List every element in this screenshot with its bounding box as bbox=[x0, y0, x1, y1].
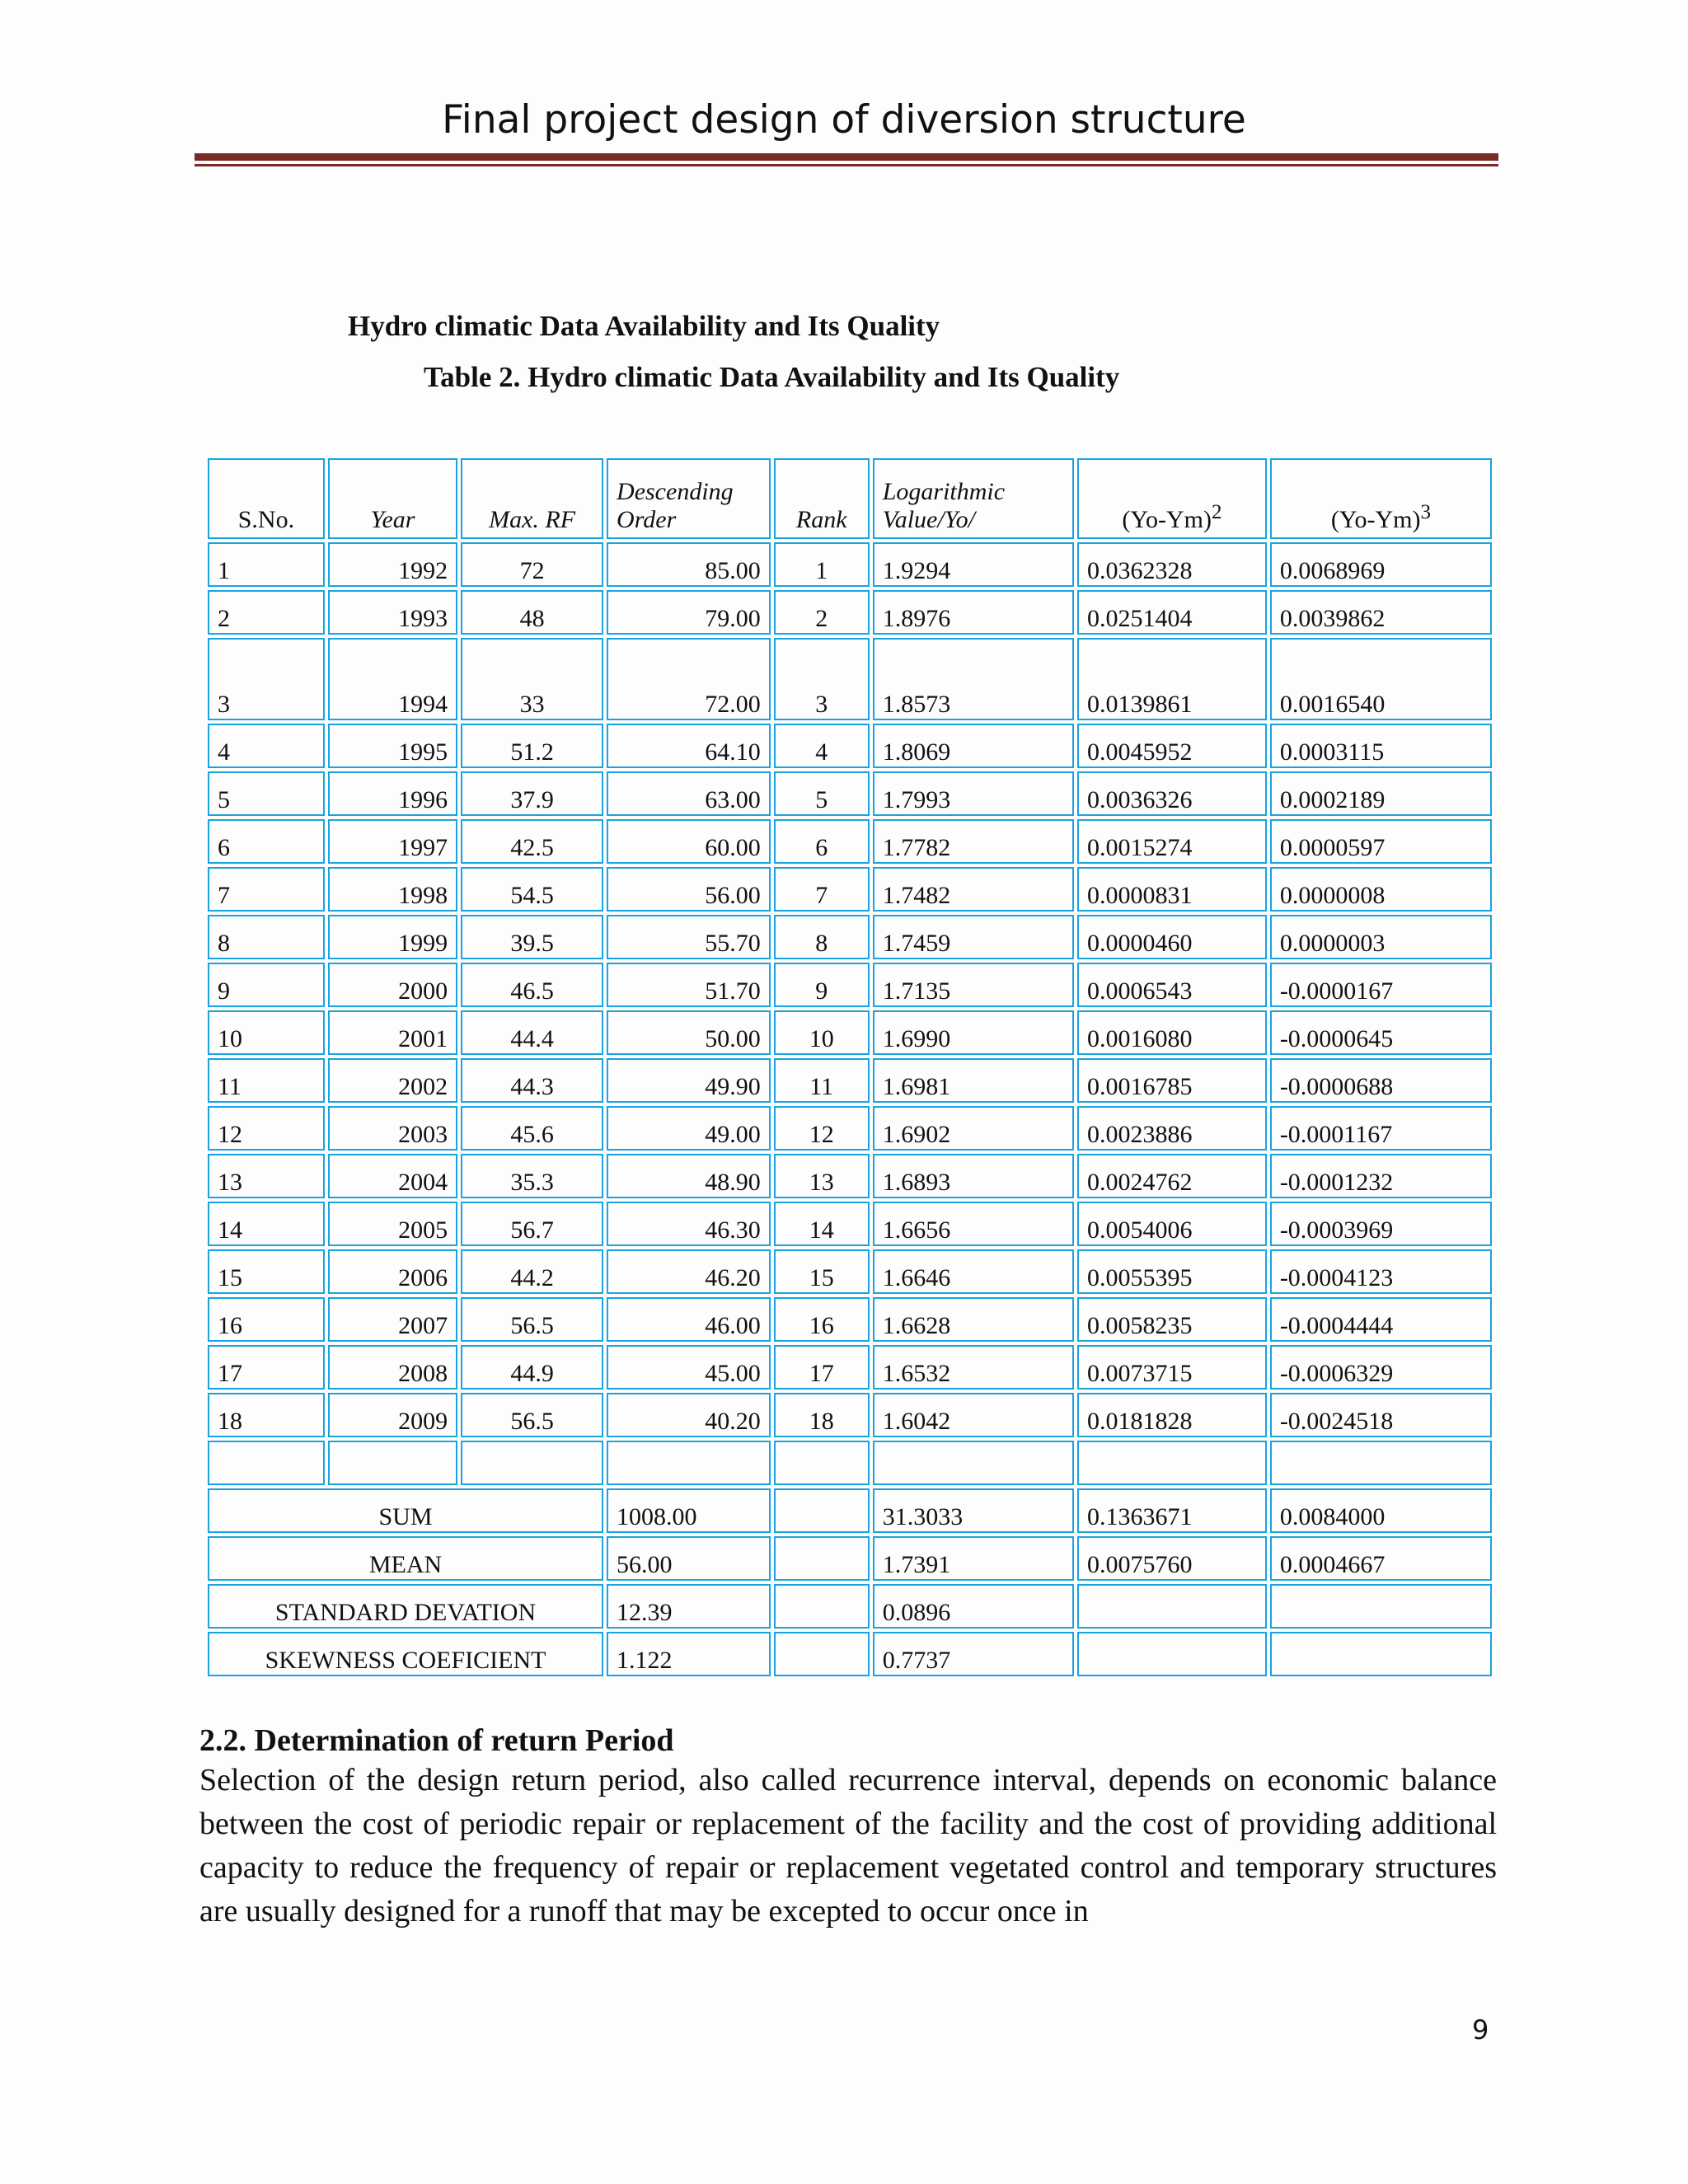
table-row bbox=[208, 963, 1492, 1007]
table-cell: 7 bbox=[208, 867, 325, 912]
summary-sq-value bbox=[1077, 1632, 1267, 1676]
table-cell: 46.5 bbox=[461, 963, 603, 1007]
table-cell: 1996 bbox=[328, 771, 457, 816]
table-cell: 44.4 bbox=[461, 1010, 603, 1055]
table-row bbox=[208, 1058, 1492, 1103]
table-cell: 46.00 bbox=[607, 1297, 771, 1342]
table-cell: 1.8069 bbox=[873, 724, 1074, 768]
table-cell: 2005 bbox=[328, 1202, 457, 1246]
table-row bbox=[208, 590, 1492, 635]
summary-row bbox=[208, 1632, 1492, 1676]
summary-desc-value: 1008.00 bbox=[607, 1488, 771, 1533]
table-cell: -0.0000645 bbox=[1270, 1010, 1492, 1055]
table-cell: 1997 bbox=[328, 819, 457, 864]
table-cell: 0.0000597 bbox=[1270, 819, 1492, 864]
table-cell: 1.6893 bbox=[873, 1154, 1074, 1198]
table-cell: 1.7993 bbox=[873, 771, 1074, 816]
table-cell: 14 bbox=[208, 1202, 325, 1246]
table-cell: 2004 bbox=[328, 1154, 457, 1198]
table-cell: 2 bbox=[774, 590, 870, 635]
table-cell: 45.6 bbox=[461, 1106, 603, 1151]
summary-log-value: 0.0896 bbox=[873, 1584, 1074, 1629]
table-cell: 13 bbox=[774, 1154, 870, 1198]
header-yo-ym-squared: $(Yo-Ym)^2$ bbox=[1077, 458, 1267, 539]
table-row bbox=[208, 867, 1492, 912]
table-cell: 18 bbox=[774, 1393, 870, 1437]
table-cell: 2 bbox=[208, 590, 325, 635]
header-rank: Rank bbox=[774, 458, 870, 539]
summary-rank-empty bbox=[774, 1632, 870, 1676]
table-body bbox=[208, 542, 1492, 1485]
table-row-empty bbox=[208, 1441, 1492, 1485]
table-cell: 56.00 bbox=[607, 867, 771, 912]
table-cell: 1.7782 bbox=[873, 819, 1074, 864]
summary-label: SUM bbox=[208, 1488, 603, 1533]
summary-log-value: 0.7737 bbox=[873, 1632, 1074, 1676]
summary-label: SKEWNESS COEFICIENT bbox=[208, 1632, 603, 1676]
table-row bbox=[208, 542, 1492, 587]
table-cell: 1.6990 bbox=[873, 1010, 1074, 1055]
table-cell: 0.0016540 bbox=[1270, 638, 1492, 720]
table-cell-empty bbox=[1077, 1441, 1267, 1485]
table-cell: 85.00 bbox=[607, 542, 771, 587]
table-cell: 55.70 bbox=[607, 915, 771, 959]
table-cell: 18 bbox=[208, 1393, 325, 1437]
table-cell: 16 bbox=[208, 1297, 325, 1342]
header-yo-ym-cubed: $(Yo-Ym)^3$ bbox=[1270, 458, 1492, 539]
table-row bbox=[208, 638, 1492, 720]
table-cell: 0.0181828 bbox=[1077, 1393, 1267, 1437]
table-cell: -0.0003969 bbox=[1270, 1202, 1492, 1246]
table-row bbox=[208, 1249, 1492, 1294]
table-cell: 6 bbox=[208, 819, 325, 864]
table-cell: 51.2 bbox=[461, 724, 603, 768]
table-cell: 0.0016080 bbox=[1077, 1010, 1267, 1055]
table-cell: 49.90 bbox=[607, 1058, 771, 1103]
table-cell: -0.0001232 bbox=[1270, 1154, 1492, 1198]
summary-sq-value: 0.0075760 bbox=[1077, 1536, 1267, 1581]
header-rule-thin bbox=[195, 164, 1498, 166]
table-cell: 45.00 bbox=[607, 1345, 771, 1390]
table-cell: 64.10 bbox=[607, 724, 771, 768]
table-cell: 1995 bbox=[328, 724, 457, 768]
header-max-rf: Max. RF bbox=[461, 458, 603, 539]
summary-desc-value: 1.122 bbox=[607, 1632, 771, 1676]
table-cell: 9 bbox=[208, 963, 325, 1007]
table-cell-empty bbox=[328, 1441, 457, 1485]
table-cell: 0.0039862 bbox=[1270, 590, 1492, 635]
summary-label: STANDARD DEVATION bbox=[208, 1584, 603, 1629]
table-cell: 0.0055395 bbox=[1077, 1249, 1267, 1294]
table-cell: 49.00 bbox=[607, 1106, 771, 1151]
table-cell: 0.0000003 bbox=[1270, 915, 1492, 959]
table-cell: 33 bbox=[461, 638, 603, 720]
summary-cu-value bbox=[1270, 1632, 1492, 1676]
table-cell: 0.0000008 bbox=[1270, 867, 1492, 912]
table-cell: 44.2 bbox=[461, 1249, 603, 1294]
summary-rank-empty bbox=[774, 1584, 870, 1629]
table-cell: 1999 bbox=[328, 915, 457, 959]
summary-row bbox=[208, 1584, 1492, 1629]
summary-row bbox=[208, 1536, 1492, 1581]
table-cell: 1993 bbox=[328, 590, 457, 635]
table-cell: 0.0058235 bbox=[1077, 1297, 1267, 1342]
table-cell: 0.0073715 bbox=[1077, 1345, 1267, 1390]
table-cell: -0.0000688 bbox=[1270, 1058, 1492, 1103]
table-cell: 46.30 bbox=[607, 1202, 771, 1246]
table-cell: 13 bbox=[208, 1154, 325, 1198]
table-cell: 2001 bbox=[328, 1010, 457, 1055]
table-row bbox=[208, 1154, 1492, 1198]
section-title: 2.2. Determination of return Period bbox=[199, 1723, 674, 1758]
table-row bbox=[208, 1106, 1492, 1151]
table-cell: 1 bbox=[774, 542, 870, 587]
table-header-row bbox=[208, 458, 1492, 539]
table-cell: 44.9 bbox=[461, 1345, 603, 1390]
table-cell: 16 bbox=[774, 1297, 870, 1342]
table-cell: 1994 bbox=[328, 638, 457, 720]
table-cell: 51.70 bbox=[607, 963, 771, 1007]
table-cell: -0.0024518 bbox=[1270, 1393, 1492, 1437]
table-cell: 1992 bbox=[328, 542, 457, 587]
table-cell: 37.9 bbox=[461, 771, 603, 816]
table-cell: -0.0004123 bbox=[1270, 1249, 1492, 1294]
table-cell: 12 bbox=[208, 1106, 325, 1151]
page-number: 9 bbox=[1472, 2014, 1489, 2046]
table-cell: 10 bbox=[774, 1010, 870, 1055]
table-cell: 3 bbox=[208, 638, 325, 720]
table-cell: 1.6902 bbox=[873, 1106, 1074, 1151]
table-cell-empty bbox=[208, 1441, 325, 1485]
table-cell: -0.0004444 bbox=[1270, 1297, 1492, 1342]
table-cell: 0.0139861 bbox=[1077, 638, 1267, 720]
table-cell: 12 bbox=[774, 1106, 870, 1151]
table-cell: 10 bbox=[208, 1010, 325, 1055]
table-cell: 44.3 bbox=[461, 1058, 603, 1103]
table-cell-empty bbox=[607, 1441, 771, 1485]
page-header-title: Final project design of diversion structure bbox=[442, 97, 1246, 143]
table-cell: 5 bbox=[208, 771, 325, 816]
table-cell: 11 bbox=[208, 1058, 325, 1103]
table-cell: 56.5 bbox=[461, 1393, 603, 1437]
table-cell: 11 bbox=[774, 1058, 870, 1103]
table-cell: 42.5 bbox=[461, 819, 603, 864]
data-table bbox=[204, 455, 1495, 1680]
summary-row bbox=[208, 1488, 1492, 1533]
section-heading: Hydro climatic Data Availability and Its Quality bbox=[348, 310, 940, 342]
table-cell: 0.0054006 bbox=[1077, 1202, 1267, 1246]
table-cell: 60.00 bbox=[607, 819, 771, 864]
summary-cu-value: 0.0084000 bbox=[1270, 1488, 1492, 1533]
table-cell: -0.0006329 bbox=[1270, 1345, 1492, 1390]
table-cell: 50.00 bbox=[607, 1010, 771, 1055]
table-cell: 2003 bbox=[328, 1106, 457, 1151]
summary-sq-value: 0.1363671 bbox=[1077, 1488, 1267, 1533]
table-cell: 14 bbox=[774, 1202, 870, 1246]
table-cell: 0.0006543 bbox=[1077, 963, 1267, 1007]
summary-cu-value bbox=[1270, 1584, 1492, 1629]
table-cell: 8 bbox=[208, 915, 325, 959]
table-cell: 2008 bbox=[328, 1345, 457, 1390]
table-cell: 72 bbox=[461, 542, 603, 587]
table-cell: 0.0024762 bbox=[1077, 1154, 1267, 1198]
table-cell: 48.90 bbox=[607, 1154, 771, 1198]
table-cell: 79.00 bbox=[607, 590, 771, 635]
table-summary bbox=[208, 1488, 1492, 1676]
section-paragraph: Selection of the design return period, also called recurrence interval, depends on economic balance between the cost of periodic repair or replacement of the facility and the cost of providing additional capacity to reduce the frequency of repair or replacement vegetated control and temporary structures are usually designed for a runoff that may be excepted to occur once in bbox=[199, 1763, 1497, 1929]
table-cell: 1.6981 bbox=[873, 1058, 1074, 1103]
table-cell: 1.6656 bbox=[873, 1202, 1074, 1246]
header-descending-order: Descending Order bbox=[607, 458, 771, 539]
summary-desc-value: 12.39 bbox=[607, 1584, 771, 1629]
table-cell: 2006 bbox=[328, 1249, 457, 1294]
table-cell: 0.0068969 bbox=[1270, 542, 1492, 587]
table-cell: 0.0251404 bbox=[1077, 590, 1267, 635]
table-cell: 1.8573 bbox=[873, 638, 1074, 720]
table-cell: 1.7459 bbox=[873, 915, 1074, 959]
summary-cu-value: 0.0004667 bbox=[1270, 1536, 1492, 1581]
table-cell: 56.7 bbox=[461, 1202, 603, 1246]
table-cell-empty bbox=[873, 1441, 1074, 1485]
table-row bbox=[208, 1297, 1492, 1342]
table-cell: 4 bbox=[774, 724, 870, 768]
table-row bbox=[208, 1345, 1492, 1390]
table-cell: 0.0036326 bbox=[1077, 771, 1267, 816]
table-cell: 2002 bbox=[328, 1058, 457, 1103]
table-cell: 0.0016785 bbox=[1077, 1058, 1267, 1103]
table-cell: 17 bbox=[208, 1345, 325, 1390]
summary-rank-empty bbox=[774, 1536, 870, 1581]
table-cell: 1.7135 bbox=[873, 963, 1074, 1007]
table-cell: 2007 bbox=[328, 1297, 457, 1342]
table-cell: 3 bbox=[774, 638, 870, 720]
table-cell: 1 bbox=[208, 542, 325, 587]
table-cell-empty bbox=[1270, 1441, 1492, 1485]
summary-log-value: 31.3033 bbox=[873, 1488, 1074, 1533]
table-cell: 0.0045952 bbox=[1077, 724, 1267, 768]
table-cell: 2009 bbox=[328, 1393, 457, 1437]
table-cell-empty bbox=[461, 1441, 603, 1485]
summary-sq-value bbox=[1077, 1584, 1267, 1629]
summary-label: MEAN bbox=[208, 1536, 603, 1581]
header-year: Year bbox=[328, 458, 457, 539]
table-cell: 0.0000831 bbox=[1077, 867, 1267, 912]
table-cell: 0.0000460 bbox=[1077, 915, 1267, 959]
table-cell: 9 bbox=[774, 963, 870, 1007]
table-cell: 1.6628 bbox=[873, 1297, 1074, 1342]
table-cell: 1.6042 bbox=[873, 1393, 1074, 1437]
table-cell: 4 bbox=[208, 724, 325, 768]
table-cell: 35.3 bbox=[461, 1154, 603, 1198]
table-row bbox=[208, 1393, 1492, 1437]
table-cell: 0.0015274 bbox=[1077, 819, 1267, 864]
table-caption: Table 2. Hydro climatic Data Availability and Its Quality bbox=[424, 361, 1120, 393]
table-cell: 1.6532 bbox=[873, 1345, 1074, 1390]
header-rule-thick bbox=[195, 153, 1498, 161]
table-cell: 1.8976 bbox=[873, 590, 1074, 635]
summary-log-value: 1.7391 bbox=[873, 1536, 1074, 1581]
table-row bbox=[208, 1010, 1492, 1055]
table-row bbox=[208, 915, 1492, 959]
table-cell: 1.9294 bbox=[873, 542, 1074, 587]
table-cell: 7 bbox=[774, 867, 870, 912]
header-log-value: Logarithmic Value/Yo/ bbox=[873, 458, 1074, 539]
table-cell: 6 bbox=[774, 819, 870, 864]
summary-desc-value: 56.00 bbox=[607, 1536, 771, 1581]
table-cell: -0.0000167 bbox=[1270, 963, 1492, 1007]
table-row bbox=[208, 1202, 1492, 1246]
table-cell: 46.20 bbox=[607, 1249, 771, 1294]
table-cell: 1.6646 bbox=[873, 1249, 1074, 1294]
table-cell: -0.0001167 bbox=[1270, 1106, 1492, 1151]
table-cell: 54.5 bbox=[461, 867, 603, 912]
table-cell: 63.00 bbox=[607, 771, 771, 816]
table-cell: 15 bbox=[208, 1249, 325, 1294]
table-cell: 0.0023886 bbox=[1077, 1106, 1267, 1151]
table-cell: 1998 bbox=[328, 867, 457, 912]
table-cell: 17 bbox=[774, 1345, 870, 1390]
table-cell-empty bbox=[774, 1441, 870, 1485]
table-cell: 8 bbox=[774, 915, 870, 959]
summary-rank-empty bbox=[774, 1488, 870, 1533]
table-cell: 15 bbox=[774, 1249, 870, 1294]
table-cell: 56.5 bbox=[461, 1297, 603, 1342]
table-row bbox=[208, 771, 1492, 816]
table-cell: 72.00 bbox=[607, 638, 771, 720]
table-cell: 2000 bbox=[328, 963, 457, 1007]
table-row bbox=[208, 819, 1492, 864]
table-row bbox=[208, 724, 1492, 768]
table-cell: 0.0362328 bbox=[1077, 542, 1267, 587]
table-cell: 40.20 bbox=[607, 1393, 771, 1437]
table-cell: 5 bbox=[774, 771, 870, 816]
header-sno: S.No. bbox=[208, 458, 325, 539]
table-cell: 48 bbox=[461, 590, 603, 635]
table-cell: 1.7482 bbox=[873, 867, 1074, 912]
table-cell: 39.5 bbox=[461, 915, 603, 959]
table-cell: 0.0002189 bbox=[1270, 771, 1492, 816]
table-cell: 0.0003115 bbox=[1270, 724, 1492, 768]
